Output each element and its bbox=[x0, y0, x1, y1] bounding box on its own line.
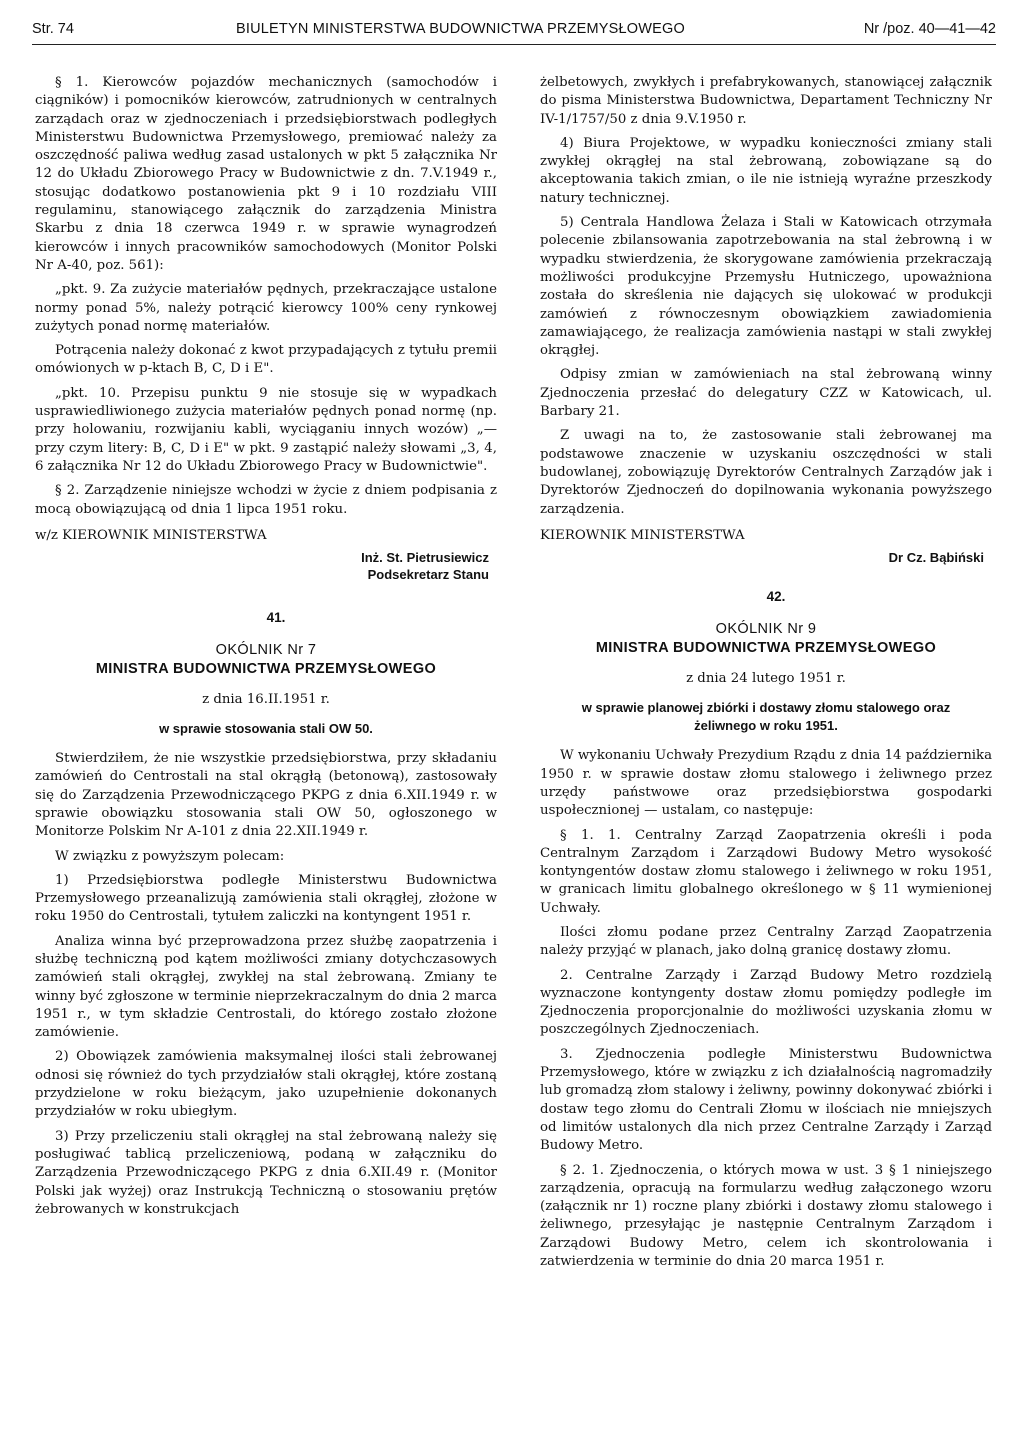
circular-subject: w sprawie stosowania stali OW 50. bbox=[159, 720, 373, 736]
paragraph: 4) Biura Projektowe, w wypadku konieczności zmiany stali zwykłej okrągłej na stal żebrowaną, zobowiązane są do akceptowania takich zmian, o ile nie istnieją wyraźne przeszkody natury technicznej. bbox=[540, 135, 992, 206]
circular-issuer: MINISTRA BUDOWNICTWA PRZEMYSŁOWEGO bbox=[95, 661, 437, 678]
circular-title: OKÓLNIK Nr 7 bbox=[215, 642, 317, 659]
item-number: 42. bbox=[766, 589, 786, 605]
paragraph: 3. Zjednoczenia podległe Ministerstwu Budownictwa Przemysłowego, które w związku z ich działalnością nagromadziły lub gromadzą złom stalowy i żeliwny, powinny dokonywać zbiórki i dostaw tego złomu do Centrali Złomu w ilościach nie mniejszych od limitów ustalonych dla nich przez Centralne Zarządy i Zarząd Budowy Metro. bbox=[540, 1046, 992, 1154]
paragraph: „pkt. 9. Za zużycie materiałów pędnych, przekraczające ustalone normy ponad 5%, należy potrącić kierowcy 100% ceny rynkowej zużytych ponad normę materiałów. bbox=[35, 282, 497, 334]
signature-block bbox=[540, 527, 992, 566]
paragraph: 2. Centralne Zarządy i Zarząd Budowy Metro rozdzielą wyznaczone kontyngenty dostaw złomu pomiędzy podległe im Zjednoczenia proporcjonalnie do możliwości uzyskania złomu w poszczególnych Zjednoczeniach. bbox=[540, 967, 992, 1038]
signatory-title: Podsekretarz Stanu bbox=[367, 567, 489, 583]
circular-issuer: MINISTRA BUDOWNICTWA PRZEMYSŁOWEGO bbox=[595, 640, 937, 657]
paragraph: Ilości złomu podane przez Centralny Zarząd Zaopatrzenia należy przyjąć w planach, jako dolną granicę dostawy złomu. bbox=[540, 924, 992, 959]
page-number: Str. 74 bbox=[32, 21, 74, 37]
signature-block bbox=[35, 527, 497, 583]
paragraph: Odpisy zmian w zamówieniach na stal żebrowaną winny Zjednoczenia przesłać do delegatury CZZ w Katowicach, ul. Barbary 21. bbox=[540, 367, 992, 420]
paragraph: § 1. 1. Centralny Zarząd Zaopatrzenia określi i poda Centralnym Zarządom i Zarządowi Budowy Metro wysokość kontyngentów dostaw złomu stalowego i żeliwnego w roku 1951, w granicach limitu globalnego określonego w § 11 wymienionej Uchwały. bbox=[540, 827, 992, 916]
paragraph: § 2. 1. Zjednoczenia, o których mowa w ust. 3 § 1 niniejszego zarządzenia, opracują na formularzu według załączonego wzoru (załącznik nr 1) roczne plany zbiórki i dostawy złomu stalowego i żeliwnego, przesyłając je następnie Centralnym Zarządom i Zarządowi Budowy Metro, celem ich skontrolowania i zatwierdzenia w terminie do dnia 20 marca 1951 r. bbox=[540, 1162, 992, 1270]
signatory-name: Inż. St. Pietrusiewicz bbox=[361, 550, 489, 566]
issue-number: Nr /poz. 40—41—42 bbox=[863, 21, 996, 37]
paragraph: „pkt. 10. Przepisu punktu 9 nie stosuje się w wypadkach usprawiedliwionego zużycia materiałów pędnych ponad normę (np. przy holowaniu, rozwijaniu kabli, wyciąganiu innych wozów) „— przy czym litery: B, C, D i E" w pkt. 9 zastąpić należy słowami „3, 4, 6 załącznika Nr 12 do Układu Zbiorowego Pracy w Budownictwie". bbox=[35, 385, 497, 474]
paragraph: Analiza winna być przeprowadzona przez służbę zaopatrzenia i służbę techniczną pod kątem możliwości zmiany dotychczasowych zamówień stali okrągłej, zwykłej na stal żebrowaną. Zmiany te winny być zgłoszone w terminie nieprzekraczalnym do dnia 2 marca 1951 r., w tym składzie Centrostali, do którego zostało złożone zamówienie. bbox=[35, 933, 497, 1041]
paragraph: Z uwagi na to, że zastosowanie stali żebrowanej ma podstawowe znaczenie w uzyskaniu oszczędności w stali budowlanej, zobowiązuję Dyrektorów Centralnych Zarządów jak i Dyrektorów Zjednoczeń do dopilnowania wykonania powyższego zarządzenia. bbox=[540, 428, 992, 517]
signatory-name: Dr Cz. Bąbiński bbox=[888, 550, 984, 566]
page-header bbox=[32, 10, 996, 45]
journal-title: BIULETYN MINISTERSTWA BUDOWNICTWA PRZEMYSŁOWEGO bbox=[236, 21, 685, 37]
signature-prefix: w/z KIEROWNIK MINISTERSTWA bbox=[35, 527, 267, 543]
paragraph: W związku z powyższym polecam: bbox=[55, 848, 285, 864]
right-column bbox=[540, 74, 992, 1277]
paragraph: 2) Obowiązek zamówienia maksymalnej ilości stali żebrowanej odnosi się również do tych przydziałów stali okrągłej, które zostaną przydzielone w roku bieżącym, jako uzupełnienie dokonanych przydziałów w roku ubiegłym. bbox=[35, 1049, 497, 1120]
paragraph: § 1. Kierowców pojazdów mechanicznych (samochodów i ciągników) i pomocników kierowców, zatrudnionych w centralnych zarządach oraz w zjednoczeniach i przedsiębiorstwach podległych Ministerstwu Budownictwa Przemysłowego, premiować należy za oszczędność paliwa według zasad ustalonych w pkt 5 załącznika Nr 12 do Układu Zbiorowego Pracy w Budownictwie z dn. 7.V.1949 r., stosując dodatkowo postanowienia pkt 9 i 10 rozdziału VIII regulaminu, stanowiącego załącznik do zarządzenia Ministra Skarbu z dnia 18 czerwca 1949 r. w sprawie wynagrodzeń kierowców i innych pracowników samochodowych (Monitor Polski Nr A-40, poz. 561): bbox=[35, 75, 497, 273]
left-column bbox=[35, 74, 497, 1225]
circular-date: z dnia 16.II.1951 r. bbox=[202, 692, 330, 708]
paragraph: § 2. Zarządzenie niniejsze wchodzi w życie z dniem podpisania z mocą obowiązującą od dnia 1 lipca 1951 roku. bbox=[35, 483, 497, 517]
paragraph: Potrącenia należy dokonać z kwot przypadających z tytułu premii omówionych w p-ktach B, C, D i E". bbox=[35, 343, 497, 377]
paragraph: Stwierdziłem, że nie wszystkie przedsiębiorstwa, przy składaniu zamówień do Centrostali na stal okrągłą (betonową), zastosowały się do Zarządzenia Przewodniczącego PKPG z dnia 6.XII.1949 r. w sprawie obowiązku stosowania stali OW 50, ogłoszonego w Monitorze Polskim Nr A-101 z dnia 22.XII.1949 r. bbox=[35, 751, 497, 840]
paragraph: 5) Centrala Handlowa Żelaza i Stali w Katowicach otrzymała polecenie zbilansowania zapotrzebowania na stal żebrowną i w wypadku stwierdzenia, że skorygowane zamówienia przekraczają możliwości produkcyjne Przemysłu Hutniczego, upoważniona została do skreślenia nie dających się ulokować w produkcji zamówień z równoczesnym obowiązkiem zawiadomienia zamawiającego, że realizacja zamówienia nastąpi w stali zwykłej okrągłej. bbox=[540, 215, 992, 359]
signature-prefix: KIEROWNIK MINISTERSTWA bbox=[540, 527, 745, 543]
item-number: 41. bbox=[266, 610, 286, 626]
circular-date: z dnia 24 lutego 1951 r. bbox=[686, 671, 846, 687]
paragraph: 3) Przy przeliczeniu stali okrągłej na stal żebrowaną należy się posługiwać tablicą przeliczeniową, podaną w załączniku do Zarządzenia Przewodniczącego PKPG z dnia 6.XII.49 r. (Monitor Polski jak wyżej) oraz Instrukcją Techniczną o stosowaniu prętów żebrowanych w konstrukcjach bbox=[35, 1128, 497, 1217]
circular-title: OKÓLNIK Nr 9 bbox=[715, 621, 817, 638]
paragraph: W wykonaniu Uchwały Prezydium Rządu z dnia 14 października 1950 r. w sprawie dostaw złomu stalowego i żeliwnego przez urzędy państwowe oraz przedsiębiorstwa gospodarki uspołecznionej — ustalam, co następuje: bbox=[540, 748, 992, 819]
circular-subject: w sprawie planowej zbiórki i dostawy złomu stalowego oraz żeliwnego w roku 1951. bbox=[581, 699, 951, 734]
paragraph: żelbetowych, zwykłych i prefabrykowanych, stanowiącej załącznik do pisma Ministerstwa Budownictwa, Departament Techniczny Nr IV-1/1757/50 z dnia 9.V.1950 r. bbox=[540, 75, 992, 127]
paragraph: 1) Przedsiębiorstwa podległe Ministerstwu Budownictwa Przemysłowego przeanalizują zamówienia stali okrągłej, złożone w roku 1950 do Centrostali, tytułem zaliczki na kontyngent 1951 r. bbox=[35, 872, 497, 925]
